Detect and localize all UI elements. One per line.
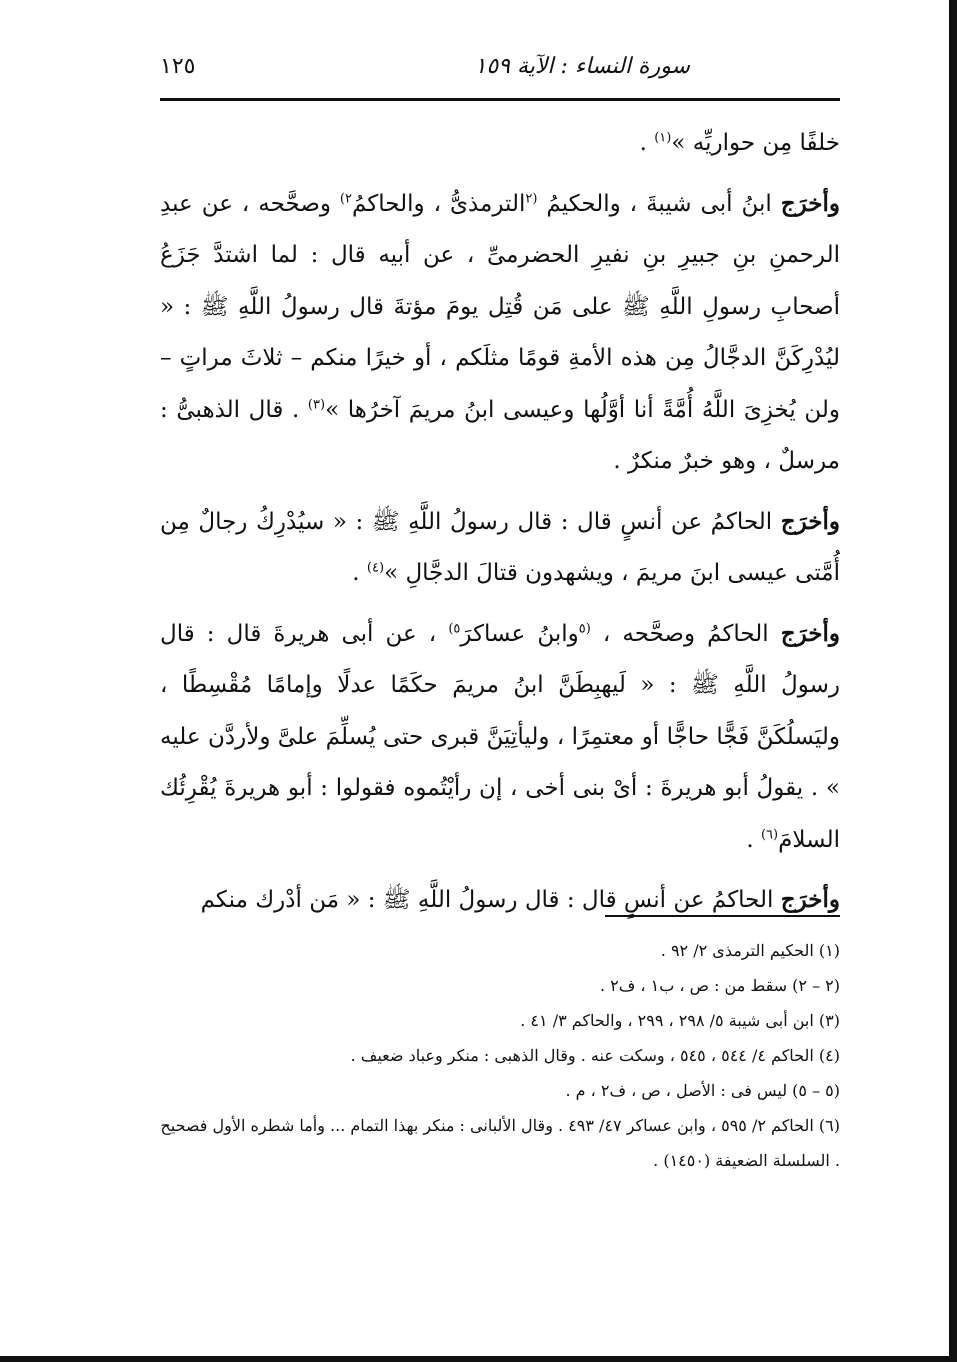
- paragraph-5: [160, 874, 840, 927]
- p2-lead: وأخرَج: [780, 189, 840, 217]
- footnote-4: (٤) الحاكم ٤/ ٥٤٤ ، ٥٤٥ ، وسكت عنه . وقال الذهبى : منكر وعباد ضعيف .: [350, 1046, 840, 1065]
- scan-edge-right: [949, 0, 957, 1362]
- p3-lead: وأخرَج: [780, 507, 840, 535]
- footnote-2: (٢ – ٢) سقط من : ص ، ب١ ، ف٢ .: [599, 976, 840, 995]
- footnote-6: (٦) الحاكم ٢/ ٥٩٥ ، وابن عساكر ٤٧/ ٤٩٣ . وقال الألبانى : منكر بهذا التمام ... وأما شطره الأول فصحيح . السلسلة الضعيفة (١٤٥٠) .: [160, 1116, 840, 1170]
- paragraph-1: [160, 118, 840, 170]
- p2-text-3: وصحَّحه ، عن عبدِ الرحمنِ بنِ جبيرِ بنِ نفيرِ الحضرمىِّ ، عن أبيه قال : لما اشتدَّ جَزَعُ أصحابِ رسولِ اللَّهِ ﷺ على مَن قُتِل يومَ مؤتةَ قال رسولُ اللَّهِ ﷺ : « ليُدْرِكَنَّ الدجَّالُ مِن هذه الأمةِ قومًا مثلَكم ، أو خيرًا منكم – ثلاثَ مراتٍ – ولن يُخزِىَ اللَّهُ أُمَّةً أنا أوَّلُها وعيسى ابنُ مريمَ آخرُها »: [160, 190, 840, 423]
- footnote-ref-1: (١): [654, 130, 672, 146]
- p2-text-2: الترمذىُّ ، والحاكمُ: [351, 190, 526, 217]
- footnote-ref-4: (٤): [366, 560, 385, 576]
- p4-lead: وأخرَج: [780, 619, 841, 647]
- p1-end: .: [639, 130, 655, 156]
- running-title: سورة النساء : الآية ١٥٩: [474, 54, 690, 79]
- main-text: [160, 118, 840, 927]
- scan-edge-bottom: [0, 1356, 957, 1362]
- p1-text: خلفًا مِن حواريِّه »: [671, 130, 840, 156]
- footnote-5: (٥ – ٥) ليس فى : الأصل ، ص ، ف٢ ، م .: [565, 1081, 840, 1100]
- p3-text-1: الحاكمُ عن أنسٍ قال : قال رسولُ اللَّهِ ﷺ : « سيُدْرِكُ رجالٌ مِن أُمَّتى عيسى ابنَ مريمَ ، ويشهدون قتالَ الدجَّالِ »: [160, 508, 840, 586]
- footnote-ref-2-open: (٢: [525, 190, 538, 206]
- p5-text-1: الحاكمُ عن أنسٍ قال : قال رسولُ اللَّهِ ﷺ : « مَن أدْرك منكم: [200, 887, 781, 913]
- footnote-ref-5-open: (٥: [578, 620, 591, 636]
- footnote-3: (٣) ابن أبى شيبة ٥/ ٢٩٨ ، ٢٩٩ ، والحاكم ٣/ ٤١ .: [520, 1011, 840, 1030]
- footnote-ref-5-close: ٥): [448, 620, 461, 636]
- header-rule: [160, 98, 840, 101]
- paragraph-4: [160, 608, 840, 867]
- footnote-ref-3: (٣): [307, 396, 326, 412]
- paragraph-2: [160, 178, 840, 488]
- p4-text-3: ، عن أبى هريرةَ قال : قال رسولُ اللَّهِ ﷺ : « لَيهبِطَنَّ ابنُ مريمَ حكَمًا عدلًا وإمامًا مُقْسِطًا ، وليَسلُكَنَّ فَجًّا حاجًّا أو معتمِرًا ، وليأتِيَنَّ قبرى حتى يُسلِّمَ علىَّ ولأردَّن عليه » . يقولُ أبو هريرةَ : أىْ بنى أخى ، إن رأيْتُموه فقولوا : أبو هريرةَ يُقْرِئُك السلامَ: [160, 620, 840, 853]
- page-header: [160, 52, 840, 96]
- footnote-1: (١) الحكيم الترمذى ٢/ ٩٢ .: [660, 941, 840, 960]
- paragraph-3: [160, 496, 840, 600]
- p2-text-1: ابنُ أبى شيبةَ ، والحكيمُ: [537, 190, 781, 217]
- footnote-ref-6: (٦): [760, 826, 779, 842]
- p3-text-2: .: [352, 560, 367, 586]
- p4-text-1: الحاكمُ وصحَّحه ،: [590, 620, 781, 647]
- footnote-ref-2-close: ٢): [339, 190, 352, 206]
- p2-text-4: . قال الذهبىُّ : مرسلٌ ، وهو خبرٌ منكرٌ .: [160, 396, 840, 474]
- p4-text-4: .: [746, 826, 761, 853]
- footnotes: [160, 933, 840, 1178]
- page-number: ١٢٥: [160, 54, 196, 79]
- p5-lead: وأخرَج: [780, 886, 840, 913]
- footnote-rule: [605, 915, 840, 917]
- p4-text-2: وابنُ عساكرَ: [460, 620, 579, 647]
